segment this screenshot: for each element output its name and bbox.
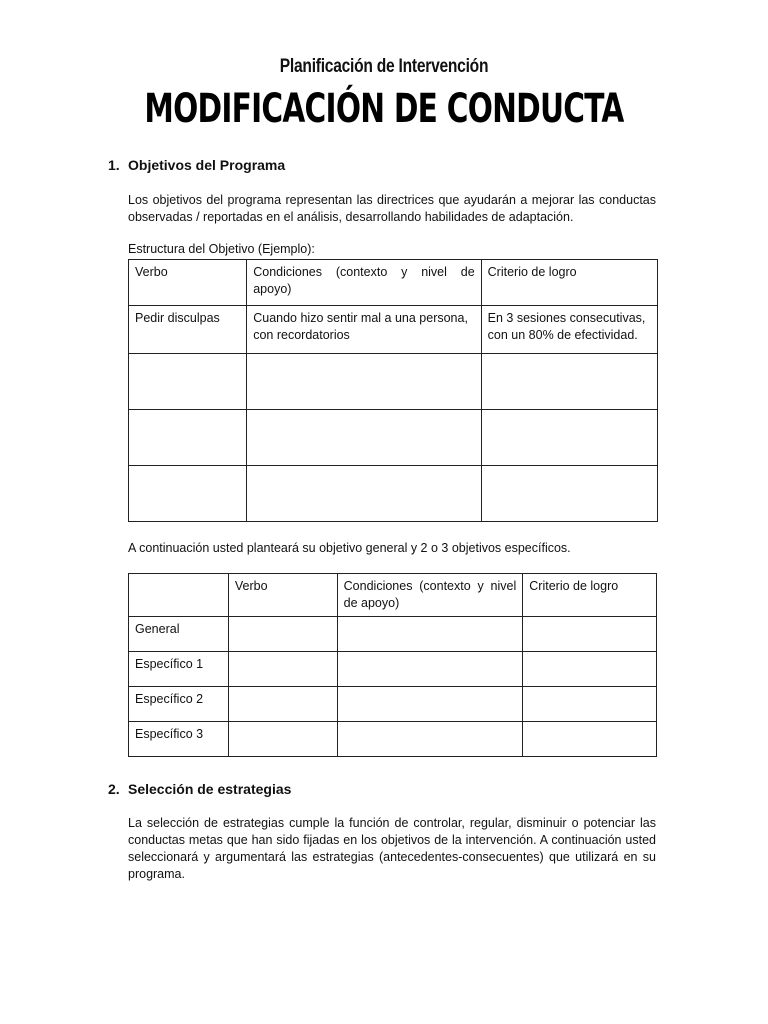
example-objective-table bbox=[128, 259, 658, 522]
objectives-table bbox=[128, 573, 657, 757]
header-cell-criterio: Criterio de logro bbox=[523, 574, 657, 617]
header-cell-criterio: Criterio de logro bbox=[481, 260, 657, 306]
empty-cell[interactable] bbox=[247, 466, 481, 522]
section-2-heading bbox=[108, 781, 291, 797]
header-cell-blank bbox=[129, 574, 229, 617]
empty-cell[interactable] bbox=[523, 617, 657, 652]
empty-cell[interactable] bbox=[129, 410, 247, 466]
empty-cell[interactable] bbox=[247, 354, 481, 410]
row-label-general: General bbox=[129, 617, 229, 652]
example-cell-criterio: En 3 sesiones consecutivas, con un 80% de efectividad. bbox=[481, 306, 657, 354]
table-row bbox=[129, 306, 658, 354]
section-2-title: Selección de estrategias bbox=[128, 781, 292, 797]
empty-cell[interactable] bbox=[337, 617, 523, 652]
section-1-paragraph: Los objetivos del programa representan las directrices que ayudarán a mejorar las conductas observadas / reportadas en el análisis, desarrollando habilidades de adaptación. bbox=[128, 193, 656, 224]
document-title: MODIFICACIÓN DE CONDUCTA bbox=[144, 86, 624, 132]
empty-cell[interactable] bbox=[228, 652, 337, 687]
empty-cell[interactable] bbox=[129, 354, 247, 410]
empty-cell[interactable] bbox=[481, 354, 657, 410]
example-table-caption: Estructura del Objetivo (Ejemplo): bbox=[128, 242, 315, 256]
table-row bbox=[129, 354, 658, 410]
example-cell-verbo: Pedir disculpas bbox=[129, 306, 247, 354]
table-row bbox=[129, 652, 657, 687]
section-1-title: Objetivos del Programa bbox=[128, 157, 286, 173]
empty-cell[interactable] bbox=[481, 466, 657, 522]
table-header-row bbox=[129, 260, 658, 306]
table-header-row bbox=[129, 574, 657, 617]
row-label-especifico-3: Específico 3 bbox=[129, 722, 229, 757]
empty-cell[interactable] bbox=[228, 687, 337, 722]
table-row bbox=[129, 410, 658, 466]
empty-cell[interactable] bbox=[228, 617, 337, 652]
section-1-heading bbox=[108, 157, 285, 173]
row-label-especifico-2: Específico 2 bbox=[129, 687, 229, 722]
empty-cell[interactable] bbox=[129, 466, 247, 522]
empty-cell[interactable] bbox=[228, 722, 337, 757]
document-subtitle: Planificación de Intervención bbox=[279, 56, 489, 77]
empty-cell[interactable] bbox=[523, 722, 657, 757]
section-2-number: 2. bbox=[108, 781, 120, 797]
example-cell-condiciones: Cuando hizo sentir mal a una persona, con recordatorios bbox=[247, 306, 481, 354]
objectives-instruction: A continuación usted planteará su objetivo general y 2 o 3 objetivos específicos. bbox=[128, 541, 571, 555]
empty-cell[interactable] bbox=[247, 410, 481, 466]
section-1-number: 1. bbox=[108, 157, 120, 173]
table-row bbox=[129, 687, 657, 722]
header-cell-verbo: Verbo bbox=[228, 574, 337, 617]
header-cell-condiciones: Condiciones (contexto y nivel de apoyo) bbox=[337, 574, 523, 617]
table-row bbox=[129, 466, 658, 522]
empty-cell[interactable] bbox=[523, 652, 657, 687]
table-row bbox=[129, 722, 657, 757]
row-label-especifico-1: Específico 1 bbox=[129, 652, 229, 687]
section-2-paragraph: La selección de estrategias cumple la función de controlar, regular, disminuir o potenciar las conductas metas que han sido fijadas en los objetivos de la intervención. A continuación usted seleccionará y argumentará las estrategias (antecedentes-consecuentes) que utilizará en su programa. bbox=[128, 816, 656, 881]
empty-cell[interactable] bbox=[337, 652, 523, 687]
empty-cell[interactable] bbox=[337, 722, 523, 757]
header-cell-condiciones: Condiciones (contexto y nivel de apoyo) bbox=[247, 260, 481, 306]
empty-cell[interactable] bbox=[523, 687, 657, 722]
empty-cell[interactable] bbox=[481, 410, 657, 466]
table-row bbox=[129, 617, 657, 652]
empty-cell[interactable] bbox=[337, 687, 523, 722]
header-cell-verbo: Verbo bbox=[129, 260, 247, 306]
